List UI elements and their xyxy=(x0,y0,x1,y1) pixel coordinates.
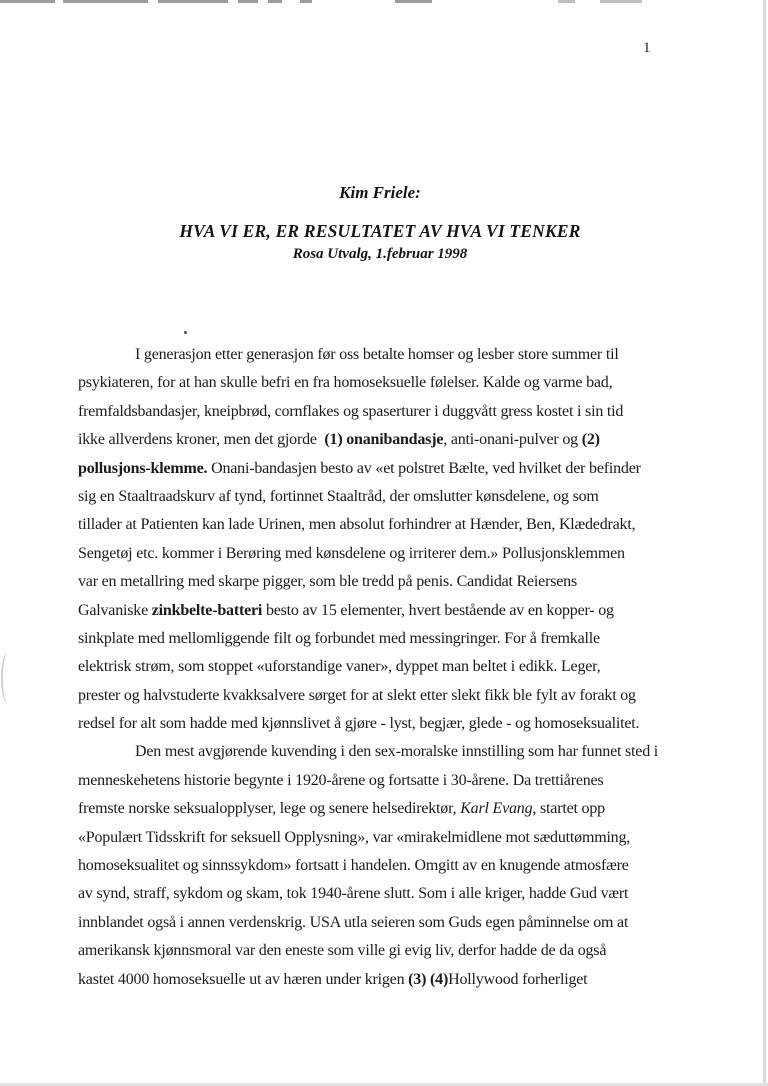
body-line xyxy=(78,545,718,573)
body-line xyxy=(78,971,718,999)
body-plain-text: elektrisk strøm, som stoppet «uforstandige vaner», dyppet man beltet i edikk. Leger, xyxy=(78,658,601,676)
body-line xyxy=(78,942,718,970)
body-line xyxy=(78,743,718,771)
body-plain-text: kastet 4000 homoseksuelle ut av hæren under krigen xyxy=(78,970,409,988)
body-bold-text: (2) xyxy=(581,431,600,449)
scan-artifact-top-edge xyxy=(158,0,228,3)
body-plain-text: tillader at Patienten kan lade Urinen, men absolut forhindrer at Hænder, Ben, Klædedrakt, xyxy=(78,516,636,534)
body-italic-text: Karl Evang, xyxy=(460,800,537,818)
scan-artifact-top-edge xyxy=(0,0,55,3)
body-line xyxy=(78,630,718,658)
scan-artifact-top-edge xyxy=(268,0,282,3)
body-plain-text: innblandet også i annen verdenskrig. USA utla seieren som Guds egen påminnelse om at xyxy=(78,913,629,931)
body-plain-text: amerikansk kjønnsmoral var den eneste som ville gi evig liv, derfor hadde de da også xyxy=(78,942,607,960)
body-line xyxy=(78,573,718,601)
body-plain-text: I generasjon etter generasjon før oss betalte homser og lesber store summer til xyxy=(135,346,619,363)
body-line xyxy=(78,885,718,913)
body-line xyxy=(78,403,718,431)
body-plain-text: psykiateren, for at han skulle befri en fra homoseksuelle følelser. Kalde og varme bad, xyxy=(78,374,613,392)
scan-artifact-top-edge xyxy=(558,0,575,3)
body-text xyxy=(78,346,718,999)
body-plain-text: av synd, straff, sykdom og skam, tok 1940-årene slutt. Som i alle kriger, hadde Gud vært xyxy=(78,885,629,903)
scan-artifact-speck xyxy=(184,331,187,334)
body-plain-text: startet opp xyxy=(536,800,605,818)
body-line xyxy=(78,715,718,743)
scan-artifact-top-edge xyxy=(395,0,432,3)
body-line xyxy=(78,460,718,488)
document-heading xyxy=(0,183,760,263)
body-line xyxy=(78,516,718,544)
body-plain-text: prester og halvstuderte kvakksalvere sørget for at slekt etter slekt fikk ble fylt av forakt og xyxy=(78,686,636,704)
scan-artifact-left-mark xyxy=(1,652,15,704)
body-bold-text: pollusjons-klemme. xyxy=(78,459,208,477)
body-plain-text: homoseksualitet og sinnssykdom» fortsatt i handelen. Omgitt av en knugende atmosfære xyxy=(78,857,629,875)
body-bold-text: zinkbelte-batteri xyxy=(151,601,263,619)
scan-artifact-top-edge xyxy=(238,0,258,3)
body-plain-text: fremfaldsbandasjer, kneipbrød, cornflakes og spaserturer i duggvått gress kostet i sin tid xyxy=(78,402,624,420)
body-line xyxy=(78,857,718,885)
body-line xyxy=(78,374,718,402)
body-line xyxy=(78,772,718,800)
body-line xyxy=(78,431,718,459)
body-line xyxy=(78,800,718,828)
scan-artifact-top-edge xyxy=(600,0,642,3)
body-bold-text: (1) onanibandasje xyxy=(324,431,444,449)
body-line xyxy=(78,687,718,715)
heading-subtitle: Rosa Utvalg, 1.februar 1998 xyxy=(292,246,468,262)
body-line xyxy=(78,488,718,516)
body-plain-text: ikke allverdens kroner, men det gjorde xyxy=(78,431,325,449)
body-plain-text: Galvaniske xyxy=(78,601,152,619)
body-plain-text: Sengetøj etc. kommer i Berøring med kønsdelene og irriterer dem.» Pollusjonsklemmen xyxy=(78,544,625,562)
heading-title: HVA VI ER, ER RESULTATET AV HVA VI TENKER xyxy=(179,221,581,241)
body-bold-text: (3) (4) xyxy=(408,970,449,988)
body-line xyxy=(78,829,718,857)
body-plain-text: redsel for alt som hadde med kjønnslivet å gjøre - lyst, begjær, glede - og homoseksualitet. xyxy=(78,715,640,733)
heading-author: Kim Friele: xyxy=(339,183,421,202)
body-plain-text: besto av 15 elementer, hvert bestående av en kopper- og xyxy=(262,601,614,619)
body-plain-text: , anti-onani-pulver og xyxy=(443,431,582,449)
scan-artifact-top-edge xyxy=(300,0,312,3)
body-plain-text: sinkplate med mellomliggende filt og forbundet med messingringer. For å fremkalle xyxy=(78,629,600,647)
scan-artifact-right-edge xyxy=(763,0,766,1086)
body-line xyxy=(78,602,718,630)
body-plain-text: Onani-bandasjen besto av «et polstret Bælte, ved hvilket der befinder xyxy=(207,459,641,477)
scan-artifact-top-edge xyxy=(63,0,148,3)
body-line xyxy=(78,346,718,374)
body-plain-text: «Populært Tidsskrift for seksuell Opplysning», var «mirakelmidlene mot sæduttømming, xyxy=(78,828,631,846)
body-plain-text: Hollywood forherliget xyxy=(448,970,588,988)
body-line xyxy=(78,658,718,686)
body-plain-text: Den mest avgjørende kuvending i den sex-moralske innstilling som har funnet sted i xyxy=(135,743,659,761)
body-plain-text: var en metallring med skarpe pigger, som ble tredd på penis. Candidat Reiersens xyxy=(78,573,577,591)
body-line xyxy=(78,914,718,942)
page-number: 1 xyxy=(643,40,651,56)
body-plain-text: sig en Staaltraadskurv af tynd, fortinnet Staaltråd, der omslutter kønsdelene, og som xyxy=(78,487,599,505)
body-plain-text: menneskehetens historie begynte i 1920-årene og fortsatte i 30-årene. Da trettiårenes xyxy=(78,771,604,789)
body-plain-text: fremste norske seksualopplyser, lege og senere helsedirektør, xyxy=(78,800,461,818)
